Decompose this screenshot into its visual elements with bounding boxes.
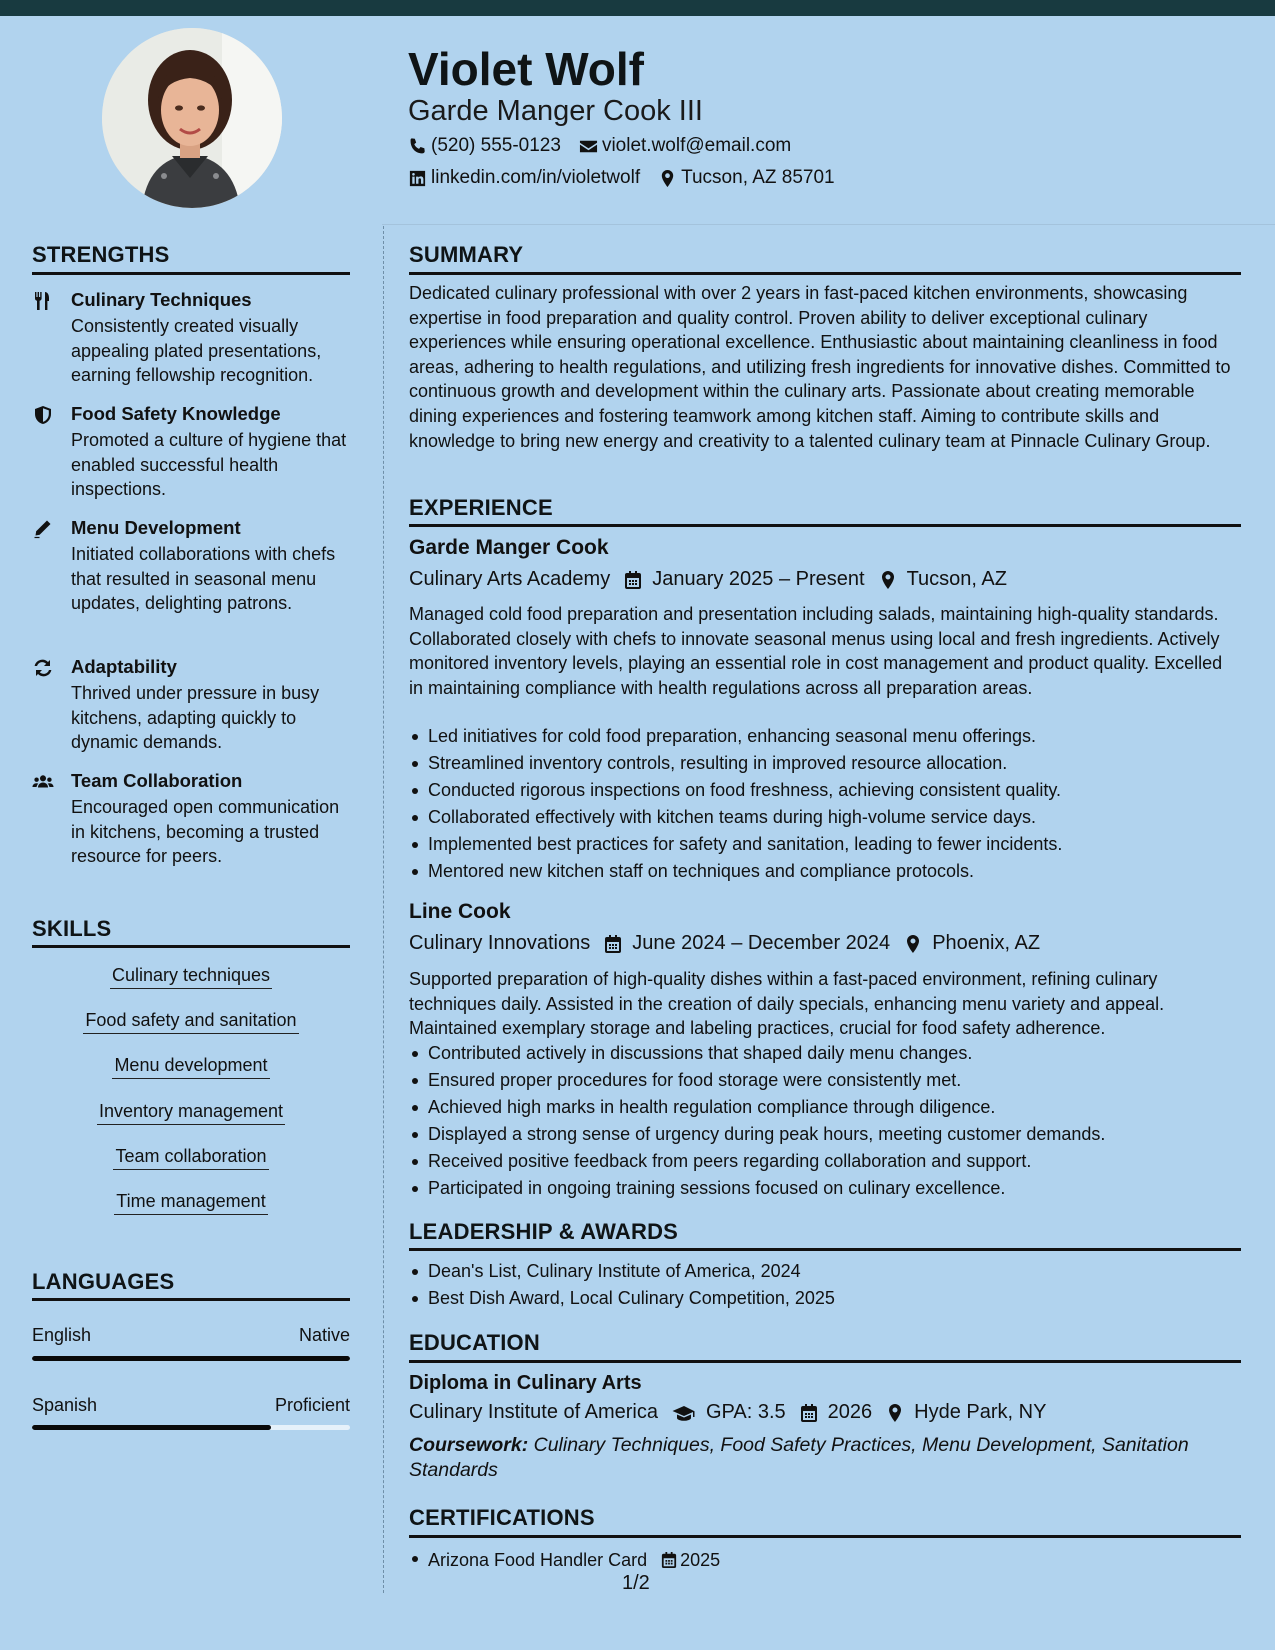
job-description: Supported preparation of high-quality dishes within a fast-paced environment, refining culinary techniques daily. Assisted in the creation of daily specials, enhancing menu variety and appeal. Maintained exemplary storage and labeling practices, crucial for food safety adherence. (409, 969, 1165, 1039)
award-item: Best Dish Award, Local Culinary Competition, 2025 (409, 1286, 1241, 1313)
language-name: Spanish (32, 1395, 98, 1415)
strength-desc: Initiated collaborations with chefs that resulted in seasonal menu updates, delighting patrons. (71, 544, 336, 613)
experience-heading: EXPERIENCE (409, 495, 553, 520)
edu-location: Hyde Park, NY (914, 1401, 1047, 1423)
language-bar (32, 1425, 350, 1430)
certifications-rule (409, 1535, 1241, 1538)
language-bar (32, 1356, 350, 1361)
column-divider (383, 226, 384, 1593)
company-name: Culinary Arts Academy (409, 568, 611, 590)
strengths-rule (32, 272, 350, 275)
awards-list (409, 1259, 1241, 1313)
job-dates: January 2025 – Present (652, 568, 865, 590)
contact-row-2 (408, 167, 853, 189)
header-divider (382, 224, 1275, 225)
job-bullet: Achieved high marks in health regulation compliance through diligence. (409, 1095, 1241, 1122)
email-text: violet.wolf@email.com (601, 135, 792, 156)
contact-row-1 (408, 135, 809, 157)
education-meta (409, 1401, 1060, 1424)
gpa-group (672, 1401, 786, 1424)
languages-rule (32, 1298, 350, 1301)
map-pin-icon (886, 1403, 904, 1423)
languages-heading: LANGUAGES (32, 1269, 175, 1294)
job-dates: June 2024 – December 2024 (632, 932, 891, 954)
strength-title: Menu Development (71, 517, 241, 538)
refresh-icon (32, 658, 56, 678)
school-name: Culinary Institute of America (409, 1401, 658, 1423)
strength-title: Food Safety Knowledge (71, 403, 281, 424)
edu-year-group (800, 1401, 873, 1424)
coursework-label: Coursework: (409, 1434, 529, 1456)
certification-item (409, 1546, 1241, 1573)
strength-title: Culinary Techniques (71, 289, 252, 310)
strength-item (32, 403, 352, 503)
job-bullet: Contributed actively in discussions that shaped daily menu changes. (409, 1041, 1241, 1068)
skill-label: Culinary techniques (110, 965, 272, 989)
job-bullet: Implemented best practices for safety and sanitation, leading to fewer incidents. (409, 832, 1241, 859)
skill-tag (32, 1191, 350, 1215)
awards-rule (409, 1248, 1241, 1251)
job-bullets (409, 724, 1241, 886)
job-bullet: Received positive feedback from peers regarding collaboration and support. (409, 1149, 1241, 1176)
job-title: Line Cook (409, 900, 511, 923)
skill-tag (32, 1055, 350, 1079)
language-bar-fill (32, 1425, 271, 1430)
strength-desc: Encouraged open communication in kitchens, becoming a trusted resource for peers. (71, 797, 340, 866)
shield-icon (32, 405, 56, 425)
certifications-heading: CERTIFICATIONS (409, 1505, 595, 1530)
strength-title: Adaptability (71, 656, 177, 677)
strength-desc: Thrived under pressure in busy kitchens, adapting quickly to dynamic demands. (71, 683, 320, 752)
language-level: Proficient (274, 1395, 350, 1415)
job-bullet: Conducted rigorous inspections on food freshness, achieving consistent quality. (409, 778, 1241, 805)
linkedin-icon (408, 169, 427, 188)
linkedin-contact[interactable] (408, 167, 640, 189)
skill-label: Time management (114, 1191, 267, 1215)
skill-label: Team collaboration (113, 1146, 268, 1170)
edu-year: 2026 (827, 1401, 873, 1423)
award-item: Dean's List, Culinary Institute of America, 2024 (409, 1259, 1241, 1286)
phone-text: (520) 555-0123 (431, 135, 561, 156)
calendar-icon (800, 1403, 818, 1423)
job-bullets (409, 1041, 1241, 1203)
email-contact[interactable] (579, 135, 791, 157)
skills-heading: SKILLS (32, 916, 112, 941)
summary-rule (409, 272, 1241, 275)
certification-name: Arizona Food Handler Card (428, 1549, 648, 1570)
job-location-group (879, 568, 1007, 591)
job-meta (409, 932, 1054, 955)
education-heading: EDUCATION (409, 1330, 540, 1355)
skill-label: Inventory management (97, 1101, 285, 1125)
calendar-icon (604, 934, 622, 954)
summary-text: Dedicated culinary professional with over 2 years in fast-paced kitchen environments, showcasing expertise in food preparation and quality control. Proven ability to deliver exceptional culinary experiences while ensuring operational excellence. Enthusiastic about maintaining cleanliness in food areas, adhering to health regulations, and utilizing fresh ingredients for innovative dishes. Committed to continuous growth and development within the culinary arts. Passionate about creating memorable dining experiences and fostering teamwork among kitchen staff. Aiming to contribute skills and knowledge to bring new energy and creativity to a talented culinary team at Pinnacle Culinary Group. (409, 283, 1231, 451)
skills-rule (32, 945, 350, 948)
summary-heading: SUMMARY (409, 242, 524, 267)
job-bullet: Ensured proper procedures for food storage were consistently met. (409, 1068, 1241, 1095)
candidate-title: Garde Manger Cook III (408, 95, 703, 127)
calendar-icon (624, 570, 642, 590)
utensils-icon (32, 291, 56, 311)
job-location-group (904, 932, 1040, 955)
edu-location-group (886, 1401, 1046, 1424)
job-dates-group (624, 568, 864, 591)
gpa-text: GPA: 3.5 (706, 1401, 786, 1423)
calendar-icon (661, 1551, 677, 1569)
skill-tag (32, 1101, 350, 1125)
job-meta (409, 568, 1021, 591)
strength-item (32, 656, 352, 756)
strengths-heading: STRENGTHS (32, 242, 170, 267)
experience-rule (409, 524, 1241, 527)
location-contact (658, 167, 835, 189)
job-location: Tucson, AZ (906, 568, 1007, 590)
job-bullet: Collaborated effectively with kitchen teams during high-volume service days. (409, 805, 1241, 832)
degree-title: Diploma in Culinary Arts (409, 1372, 642, 1394)
strength-desc: Consistently created visually appealing plated presentations, earning fellowship recognition. (71, 316, 322, 385)
phone-contact[interactable] (408, 135, 561, 157)
company-name: Culinary Innovations (409, 932, 591, 954)
job-bullet: Displayed a strong sense of urgency during peak hours, meeting customer demands. (409, 1122, 1241, 1149)
job-bullet: Mentored new kitchen staff on techniques and compliance protocols. (409, 859, 1241, 886)
skill-label: Menu development (112, 1055, 269, 1079)
location-text: Tucson, AZ 85701 (681, 167, 835, 188)
page-number: 1/2 (622, 1572, 650, 1594)
language-name: English (32, 1325, 92, 1345)
skill-tag (32, 1010, 350, 1034)
job-description: Managed cold food preparation and presentation including salads, maintaining high-quality standards. Collaborated closely with chefs to innovate seasonal menus using local and fresh ingredients. Actively monitored inventory levels, playing an essential role in cost management and product quality. Excelled in maintaining compliance with health regulations across all preparation areas. (409, 604, 1223, 698)
candidate-name: Violet Wolf (408, 43, 644, 95)
strength-title: Team Collaboration (71, 770, 243, 791)
job-bullet: Participated in ongoing training sessions focused on culinary excellence. (409, 1176, 1241, 1203)
certifications-list (409, 1546, 1241, 1573)
language-level: Native (298, 1325, 350, 1345)
skill-label: Food safety and sanitation (83, 1010, 298, 1034)
job-location: Phoenix, AZ (932, 932, 1041, 954)
job-bullet: Led initiatives for cold food preparation, enhancing seasonal menu offerings. (409, 724, 1241, 751)
envelope-icon (579, 137, 598, 156)
graduation-cap-icon (672, 1403, 696, 1423)
phone-icon (408, 137, 427, 156)
pencil-icon (32, 519, 56, 539)
map-pin-icon (658, 169, 677, 188)
job-title: Garde Manger Cook (409, 536, 609, 559)
map-pin-icon (879, 570, 897, 590)
strength-item (32, 517, 352, 637)
strength-desc: Promoted a culture of hygiene that enabled successful health inspections. (71, 430, 347, 499)
certification-year: 2025 (680, 1549, 721, 1570)
users-icon (32, 772, 56, 792)
job-bullet: Streamlined inventory controls, resulting in improved resource allocation. (409, 751, 1241, 778)
strength-item (32, 770, 352, 890)
coursework (409, 1433, 1241, 1482)
skill-tag (32, 965, 350, 989)
awards-heading: LEADERSHIP & AWARDS (409, 1219, 679, 1244)
job-dates-group (604, 932, 890, 955)
top-color-bar (0, 0, 1275, 16)
linkedin-text: linkedin.com/in/violetwolf (431, 167, 641, 188)
education-rule (409, 1360, 1241, 1363)
strength-item (32, 289, 352, 389)
language-bar-fill (32, 1356, 350, 1361)
coursework-text: Culinary Techniques, Food Safety Practices, Menu Development, Sanitation Standards (409, 1434, 1189, 1481)
profile-photo (102, 28, 282, 208)
map-pin-icon (904, 934, 922, 954)
skill-tag (32, 1146, 350, 1170)
